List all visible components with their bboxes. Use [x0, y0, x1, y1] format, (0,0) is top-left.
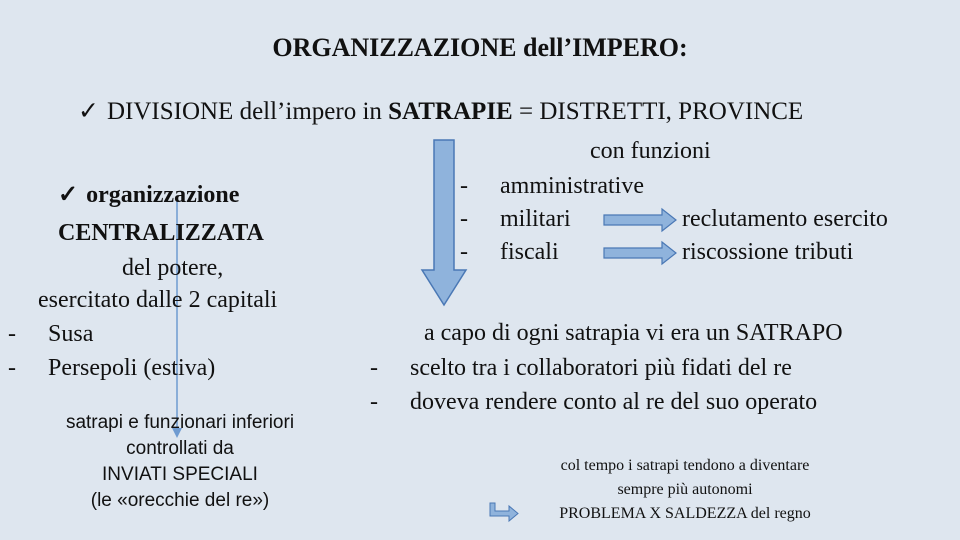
check-icon: ✓ [78, 98, 99, 125]
function-item: - militari [460, 206, 571, 232]
satrapo-item: - doveva rendere conto al re del suo operato [370, 389, 818, 415]
left-heading: ✓ organizzazione [58, 182, 240, 208]
function-result: reclutamento esercito [682, 206, 888, 232]
envoys-note: satrapi e funzionari inferiori controllati da INVIATI SPECIALI (le «orecchie del re») [65, 412, 295, 511]
left-esercitato: esercitato dalle 2 capitali [38, 287, 278, 313]
function-result: riscossione tributi [682, 239, 854, 265]
check-icon: ✓ [58, 182, 79, 208]
left-potere: del potere, [122, 255, 224, 281]
function-item: - fiscali [460, 239, 559, 265]
autonomy-note: col tempo i satrapi tendono a diventare sempre più autonomi PROBLEMA X SALDEZZA del regno [559, 457, 811, 522]
function-item: - amministrative [460, 173, 644, 199]
functions-heading: con funzioni [590, 138, 711, 164]
division-prefix: DIVISIONE dell’impero in [106, 98, 389, 125]
arrow-militari [604, 209, 676, 231]
arrow-fiscali [604, 242, 676, 264]
division-suffix: = DISTRETTI, PROVINCE [512, 98, 804, 125]
division-line [78, 96, 803, 126]
capital-item: - Persepoli (estiva) [8, 355, 216, 381]
capital-item: - Susa [8, 321, 94, 347]
satrapo-heading: a capo di ogni satrapia vi era un SATRAPO [424, 320, 843, 346]
page-title: ORGANIZZAZIONE dell’IMPERO: [272, 33, 688, 62]
division-bold: SATRAPIE [388, 98, 513, 125]
left-central: CENTRALIZZATA [58, 220, 264, 246]
satrapo-item: - scelto tra i collaboratori più fidati del re [370, 355, 792, 381]
